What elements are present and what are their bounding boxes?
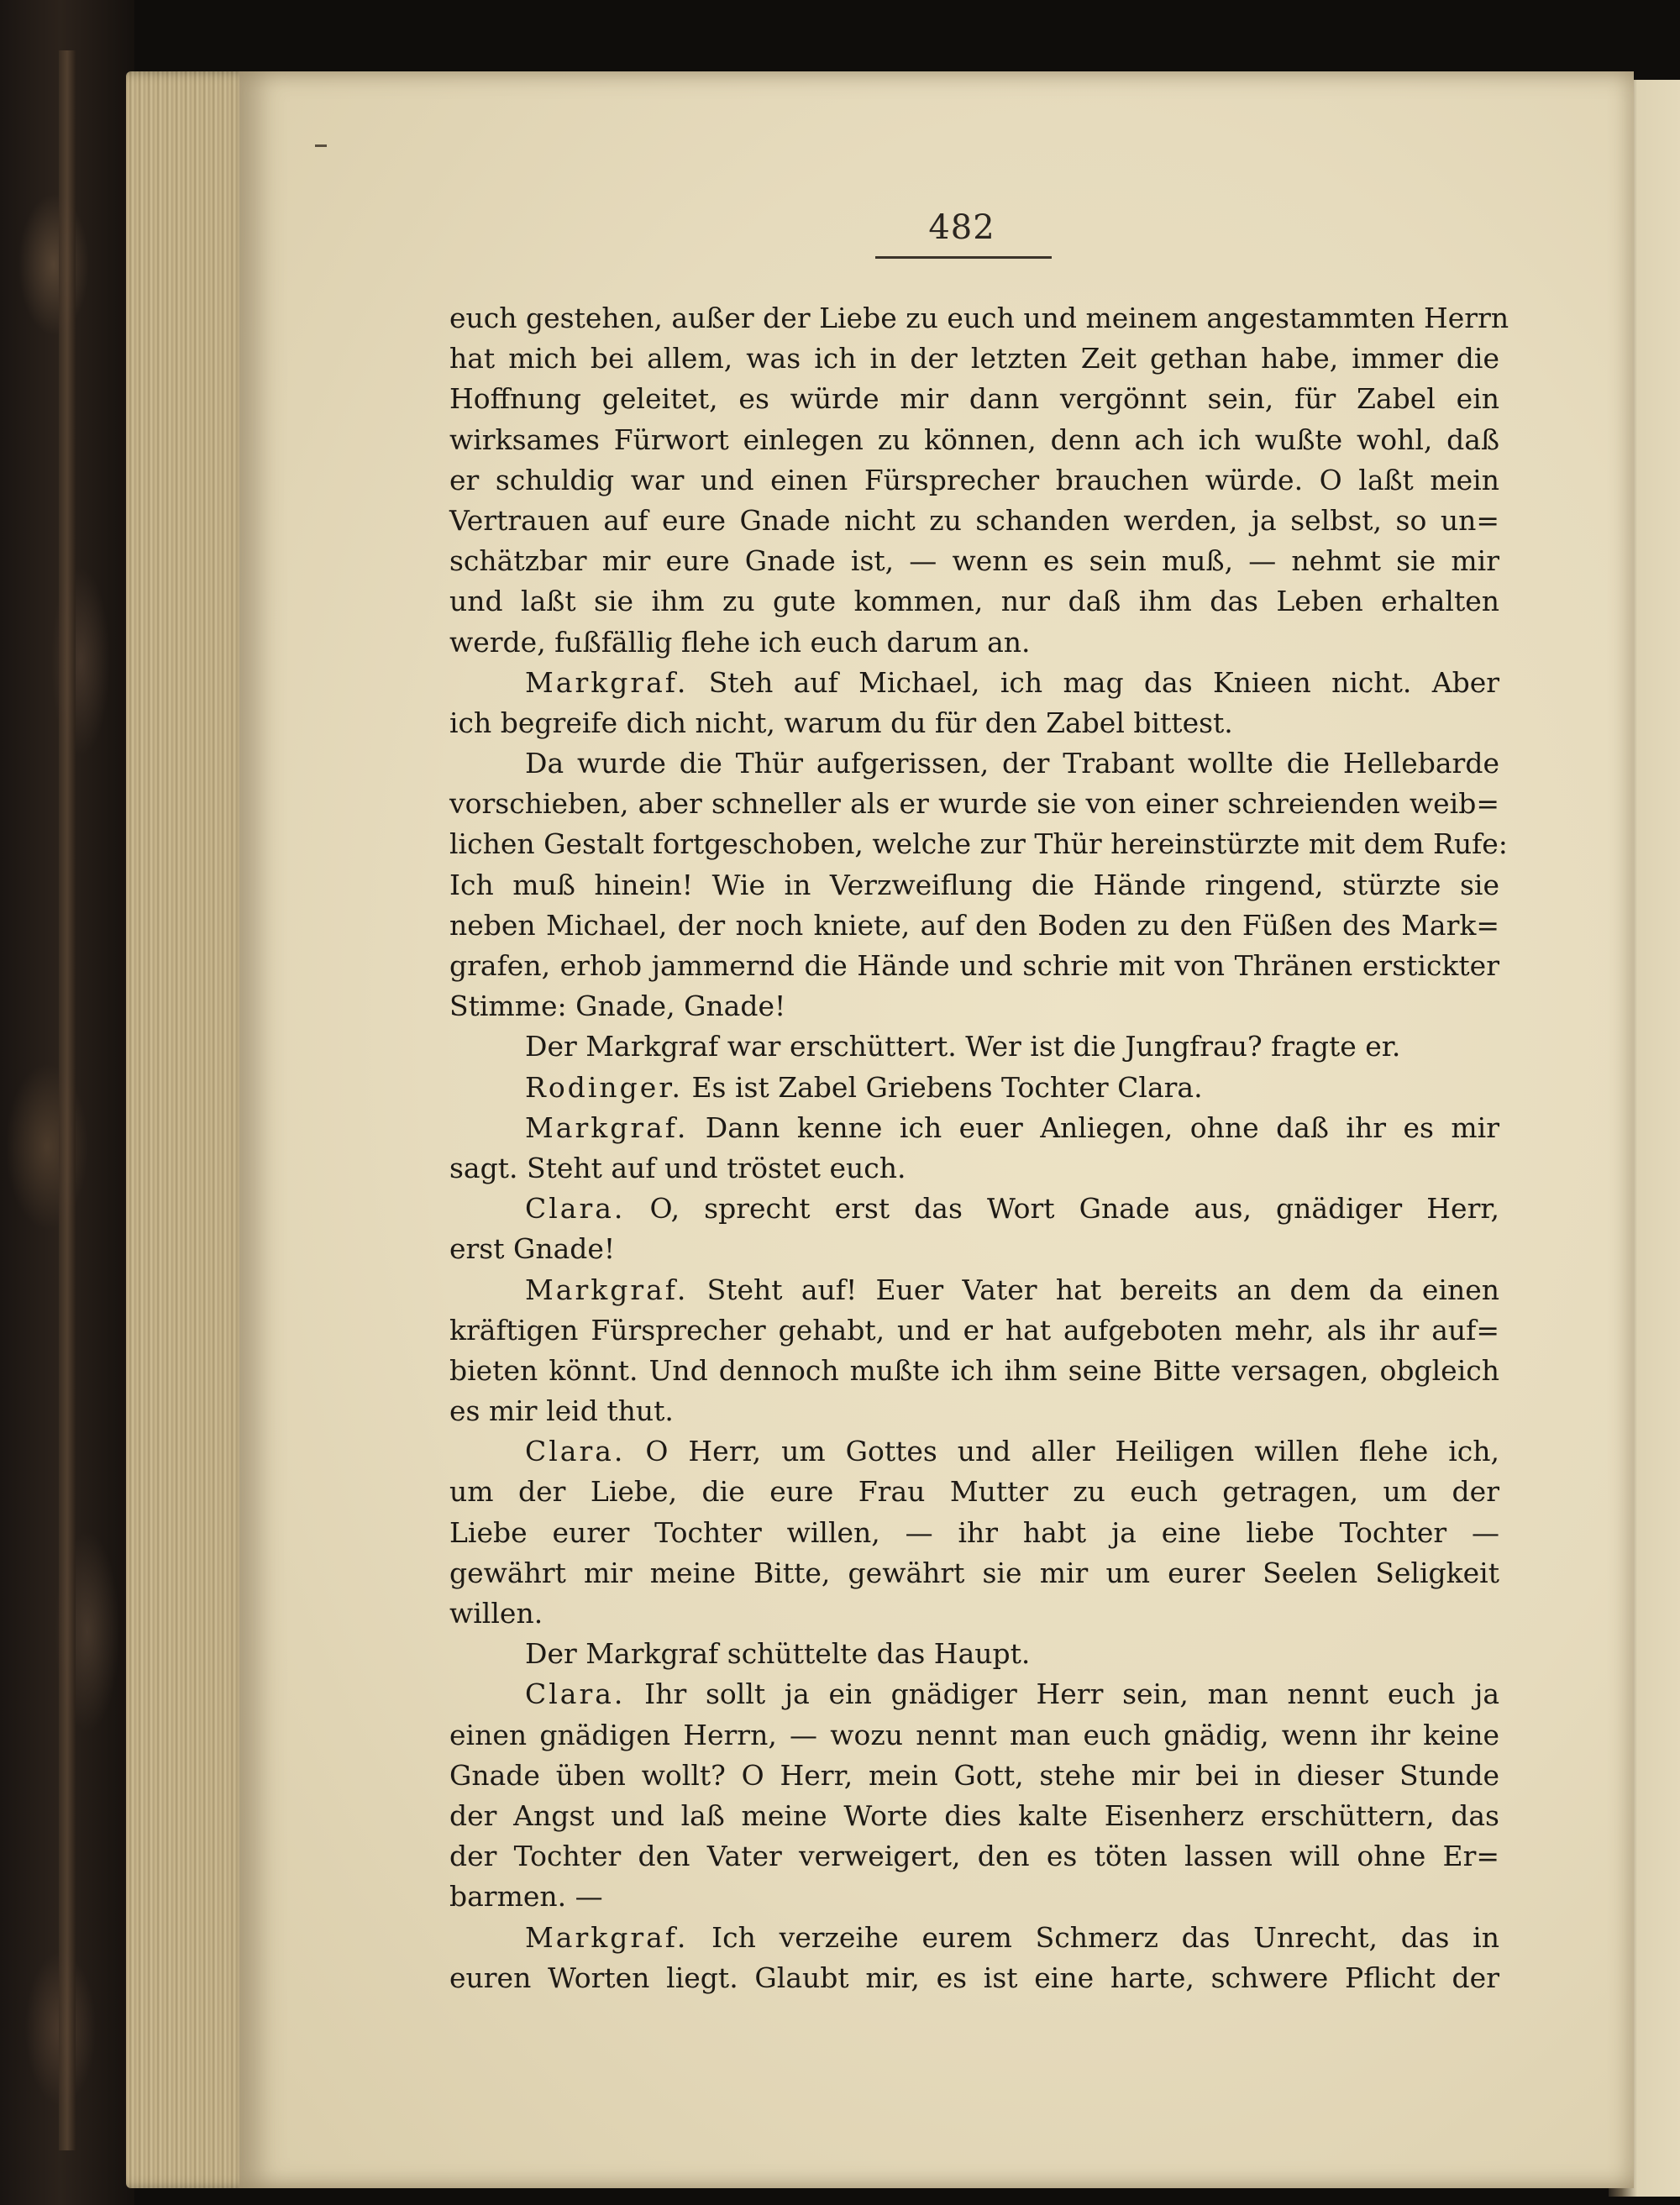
text-line (449, 1958, 1499, 1998)
text-line (449, 824, 1508, 864)
speaker-name: Markgraf. (525, 1273, 689, 1306)
text-line (449, 1674, 1499, 1714)
text-line (449, 501, 1499, 541)
line-text: Der Markgraf schüttelte das Haupt. (525, 1637, 1031, 1671)
line-text: werde, fußfällig flehe ich euch darum an. (449, 625, 1031, 659)
line-text: Der Markgraf war erschüttert. Wer ist die Jungfrau? fragte er. (525, 1030, 1401, 1063)
line-text: und laßt sie ihm zu gute kommen, nur daß ihm das Leben erhalten (449, 585, 1499, 618)
text-line (449, 784, 1499, 824)
text-line (449, 1593, 1499, 1634)
text-line (449, 1068, 1499, 1108)
line-text: hat mich bei allem, was ich in der letzten Zeit gethan habe, immer die (449, 342, 1499, 375)
line-text: er schuldig war und einen Fürsprecher brauchen würde. O laßt mein (449, 463, 1499, 496)
line-text: Vertrauen auf eure Gnade nicht zu schanden werden, ja selbst, so un= (449, 503, 1499, 537)
speaker-name: Markgraf. (525, 1110, 689, 1144)
text-line (449, 379, 1499, 419)
text-line (449, 1796, 1499, 1836)
text-line (449, 1391, 1499, 1431)
line-text: euch gestehen, außer der Liebe zu euch und meinem angestammten Herrn (449, 302, 1509, 334)
line-text: barmen. — (449, 1880, 603, 1914)
line-text: Steht auf! Euer Vater hat bereits an dem da einen (688, 1273, 1499, 1306)
text-line (449, 339, 1499, 379)
text-line (449, 622, 1499, 663)
line-text: bieten könnt. Und dennoch mußte ich ihm seine Bitte versagen, obgleich (449, 1353, 1499, 1387)
line-text: Da wurde die Thür aufgerissen, der Trabant wollte die Hellebarde (525, 747, 1499, 780)
text-line (449, 581, 1499, 622)
line-text: Stimme: Gnade, Gnade! (449, 990, 786, 1023)
line-text: vorschieben, aber schneller als er wurde sie von einer schreienden weib= (449, 787, 1499, 821)
line-text: Hoffnung geleitet, es würde mir dann vergönnt sein, für Zabel ein (449, 382, 1499, 416)
page-block-edge (126, 71, 252, 2188)
line-text: willen. (449, 1597, 543, 1630)
line-text: Steh auf Michael, ich mag das Knieen nicht. Aber (688, 665, 1499, 699)
text-line (449, 906, 1499, 946)
line-text: wirksames Fürwort einlegen zu können, denn ach ich wußte wohl, daß (449, 423, 1499, 456)
line-text: der Tochter den Vater verweigert, den es töten lassen will ohne Er= (449, 1840, 1499, 1873)
line-text: Ihr sollt ja ein gnädiger Herr sein, man nennt euch ja (625, 1677, 1499, 1711)
text-line (449, 1351, 1499, 1391)
text-line (449, 1836, 1499, 1877)
text-line (449, 1026, 1499, 1067)
text-line (449, 1270, 1499, 1310)
text-line (449, 1513, 1499, 1553)
line-text: erst Gnade! (449, 1232, 616, 1266)
text-line (449, 946, 1499, 986)
line-text: der Angst und laß meine Worte dies kalte Eisenherz erschüttern, das (449, 1798, 1499, 1832)
speaker-name: Clara. (525, 1677, 626, 1711)
text-line (449, 1634, 1499, 1674)
page-number-rule (875, 256, 1052, 259)
text-line (449, 1472, 1499, 1512)
line-text: sagt. Steht auf und tröstet euch. (449, 1151, 906, 1184)
line-text: grafen, erhob jammernd die Hände und schrie mit von Thränen erstickter (449, 949, 1499, 982)
line-text: Gnade üben wollt? O Herr, mein Gott, stehe mir bei in dieser Stunde (449, 1758, 1499, 1792)
line-text: einen gnädigen Herrn, — wozu nennt man euch gnädig, wenn ihr keine (449, 1718, 1499, 1751)
text-line (449, 1918, 1499, 1958)
line-text: es mir leid thut. (449, 1394, 674, 1428)
text-line (449, 663, 1499, 703)
text-line (449, 703, 1499, 743)
line-text: schätzbar mir eure Gnade ist, — wenn es sein muß, — nehmt sie mir (449, 544, 1499, 578)
line-text: O Herr, um Gottes und aller Heiligen willen flehe ich, (625, 1435, 1499, 1468)
text-line (449, 420, 1499, 460)
text-line (449, 1189, 1499, 1229)
text-line (449, 1310, 1499, 1351)
line-text: Liebe eurer Tochter willen, — ihr habt ja eine liebe Tochter — (449, 1515, 1499, 1549)
speaker-name: Markgraf. (525, 1920, 689, 1954)
line-text: Ich muß hinein! Wie in Verzweiflung die Hände ringend, stürzte sie (449, 868, 1499, 901)
line-text: neben Michael, der noch kniete, auf den Boden zu den Füßen des Mark= (449, 908, 1499, 942)
text-line (449, 1877, 1499, 1917)
speaker-name: Clara. (525, 1435, 626, 1468)
line-text: O, sprecht erst das Wort Gnade aus, gnädiger Herr, (625, 1192, 1499, 1226)
line-text: ich begreife dich nicht, warum du für den Zabel bittest. (449, 706, 1233, 739)
line-text: lichen Gestalt fortgeschoben, welche zur Thür hereinstürzte mit dem Rufe: (449, 827, 1508, 861)
text-line (449, 1553, 1499, 1593)
speaker-name: Clara. (525, 1192, 626, 1226)
body-text (449, 298, 1509, 1998)
line-text: Ich verzeihe eurem Schmerz das Unrecht, das in (688, 1920, 1499, 1954)
line-text: euren Worten liegt. Glaubt mir, es ist eine harte, schwere Pflicht der (449, 1961, 1499, 1994)
book-cover-edge (59, 50, 76, 2150)
text-line (449, 1148, 1499, 1189)
line-text: kräftigen Fürsprecher gehabt, und er hat aufgeboten mehr, als ihr auf= (449, 1313, 1499, 1347)
text-line (449, 1756, 1499, 1796)
text-line (449, 460, 1499, 501)
line-text: um der Liebe, die eure Frau Mutter zu euch getragen, um der (449, 1475, 1499, 1509)
line-text: Es ist Zabel Griebens Tochter Clara. (682, 1070, 1203, 1104)
speaker-name: Rodinger. (525, 1070, 683, 1104)
page-number: 482 (928, 208, 995, 247)
text-line (449, 1108, 1499, 1148)
text-line (449, 865, 1499, 906)
text-line (449, 1715, 1499, 1756)
line-text: gewährt mir meine Bitte, gewährt sie mir um eurer Seelen Seligkeit (449, 1556, 1499, 1589)
text-line (449, 541, 1499, 581)
stray-ink-mark (315, 144, 327, 147)
line-text: Dann kenne ich euer Anliegen, ohne daß ihr es mir (688, 1110, 1499, 1144)
speaker-name: Markgraf. (525, 665, 689, 699)
text-line (449, 743, 1499, 784)
text-line (449, 986, 1499, 1026)
text-line (449, 1229, 1499, 1269)
text-line (449, 1431, 1499, 1472)
text-line (449, 298, 1509, 339)
